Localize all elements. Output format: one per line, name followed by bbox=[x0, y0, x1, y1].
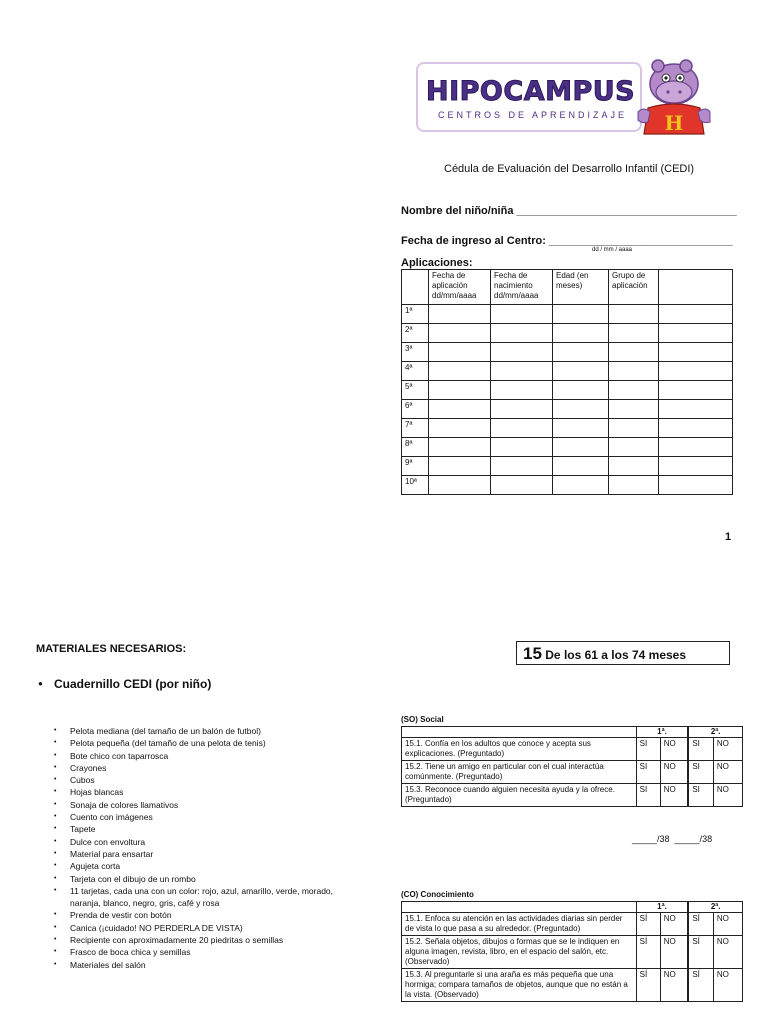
table-cell[interactable] bbox=[553, 381, 609, 400]
table-cell[interactable] bbox=[553, 362, 609, 381]
table-cell[interactable] bbox=[491, 438, 553, 457]
list-item: • Material para ensartar bbox=[70, 848, 333, 860]
header-cell bbox=[659, 270, 733, 305]
no-option[interactable]: NO bbox=[713, 761, 742, 784]
materials-main-item: ● Cuadernillo CEDI (por niño) bbox=[54, 677, 211, 691]
table-cell[interactable] bbox=[659, 438, 733, 457]
list-item: • Tarjeta con el dibujo de un rombo bbox=[70, 873, 333, 885]
yes-option[interactable]: SÍ bbox=[636, 913, 660, 936]
table-cell[interactable] bbox=[659, 400, 733, 419]
table-row bbox=[402, 738, 743, 761]
table-cell[interactable] bbox=[491, 419, 553, 438]
row-label: 9ª bbox=[402, 457, 429, 476]
table-cell[interactable] bbox=[609, 362, 659, 381]
item-text: 15.3. Al preguntarle si una araña es más pequeña que una hormiga; compara tamaños de objetos, aunque que no están a la vista. (Observado) bbox=[402, 969, 637, 1002]
table-cell[interactable] bbox=[659, 343, 733, 362]
table-cell[interactable] bbox=[609, 457, 659, 476]
page-number: 1 bbox=[725, 531, 732, 543]
table-cell[interactable] bbox=[491, 400, 553, 419]
item-text: 15.2. Señala objetos, dibujos o formas que se le indiquen en alguna imagen, revista, libro, en el espacio del salón, etc. (Observado) bbox=[402, 936, 637, 969]
table-cell[interactable] bbox=[491, 343, 553, 362]
list-item: • Pelota pequeña (del tamaño de una pelota de tenis) bbox=[70, 737, 333, 749]
row-label: 10ª bbox=[402, 476, 429, 495]
table-cell[interactable] bbox=[609, 324, 659, 343]
table-cell[interactable] bbox=[429, 381, 491, 400]
list-item: • Prenda de vestir con botón bbox=[70, 909, 333, 921]
age-range-number: 15 bbox=[523, 644, 542, 663]
yes-option[interactable]: SÍ bbox=[688, 969, 713, 1002]
list-item: • Tapete bbox=[70, 823, 333, 835]
row-label: 7ª bbox=[402, 419, 429, 438]
header-cell: Edad (en meses) bbox=[553, 270, 609, 305]
no-option[interactable]: NO bbox=[713, 969, 742, 1002]
hippo-mascot-icon bbox=[630, 54, 716, 138]
table-cell[interactable] bbox=[659, 324, 733, 343]
row-label: 1ª bbox=[402, 305, 429, 324]
header-first-application: 1ª. bbox=[636, 727, 688, 738]
table-row bbox=[402, 476, 733, 495]
table-cell[interactable] bbox=[429, 457, 491, 476]
materials-list bbox=[70, 725, 333, 971]
list-item: • Agujeta corta bbox=[70, 860, 333, 872]
list-item: • 11 tarjetas, cada una con un color: rojo, azul, amarillo, verde, morado, bbox=[70, 885, 333, 897]
row-label: 8ª bbox=[402, 438, 429, 457]
social-section-title: (SO) Social bbox=[401, 715, 444, 724]
social-score-line[interactable]: _____/38 _____/38 bbox=[632, 834, 713, 844]
yes-option[interactable]: SI bbox=[636, 738, 660, 761]
header-second-application: 2ª. bbox=[688, 727, 742, 738]
table-cell[interactable] bbox=[429, 324, 491, 343]
table-cell[interactable] bbox=[429, 343, 491, 362]
header-cell bbox=[402, 727, 637, 738]
table-cell[interactable] bbox=[429, 400, 491, 419]
table-row bbox=[402, 400, 733, 419]
table-cell[interactable] bbox=[491, 305, 553, 324]
child-name-field[interactable]: Nombre del niño/niña ____________________________________ bbox=[401, 205, 737, 217]
table-cell[interactable] bbox=[429, 438, 491, 457]
header-cell bbox=[402, 902, 637, 913]
table-cell[interactable] bbox=[609, 438, 659, 457]
table-cell[interactable] bbox=[429, 362, 491, 381]
no-option[interactable]: NO bbox=[713, 738, 742, 761]
materials-title: MATERIALES NECESARIOS: bbox=[36, 643, 187, 655]
no-option[interactable]: NO bbox=[660, 738, 688, 761]
logo-subtitle: CENTROS DE APRENDIZAJE bbox=[438, 110, 628, 120]
header-first-application: 1ª. bbox=[636, 902, 688, 913]
list-item-continuation: naranja, blanco, negro, gris, café y rosa bbox=[70, 898, 220, 909]
no-option[interactable]: NO bbox=[713, 784, 742, 807]
list-item: • Cuento con imágenes bbox=[70, 811, 333, 823]
table-cell[interactable] bbox=[609, 305, 659, 324]
table-row bbox=[402, 343, 733, 362]
social-header-row bbox=[402, 727, 743, 738]
list-item: • Recipiente con aproximadamente 20 piedritas o semillas bbox=[70, 934, 333, 946]
table-cell[interactable] bbox=[429, 305, 491, 324]
table-cell[interactable] bbox=[609, 476, 659, 495]
table-cell[interactable] bbox=[659, 362, 733, 381]
table-cell[interactable] bbox=[553, 419, 609, 438]
table-cell[interactable] bbox=[659, 305, 733, 324]
knowledge-header-row bbox=[402, 902, 743, 913]
table-cell[interactable] bbox=[659, 476, 733, 495]
yes-option[interactable]: SÍ bbox=[688, 936, 713, 969]
no-option[interactable]: NO bbox=[660, 784, 688, 807]
table-row bbox=[402, 913, 743, 936]
no-option[interactable]: NO bbox=[660, 936, 688, 969]
table-cell[interactable] bbox=[491, 476, 553, 495]
list-item: • Hojas blancas bbox=[70, 786, 333, 798]
no-option[interactable]: NO bbox=[660, 969, 688, 1002]
row-label: 3ª bbox=[402, 343, 429, 362]
list-item: • Frasco de boca chica y semillas bbox=[70, 946, 333, 958]
no-option[interactable]: NO bbox=[660, 761, 688, 784]
table-cell[interactable] bbox=[429, 419, 491, 438]
item-text: 15.1. Enfoca su atención en las actividades diarias sin perder de vista lo que pasa a su alrededor. (Preguntado) bbox=[402, 913, 637, 936]
table-cell[interactable] bbox=[609, 381, 659, 400]
list-item: • Sonaja de colores llamativos bbox=[70, 799, 333, 811]
table-cell[interactable] bbox=[659, 419, 733, 438]
yes-option[interactable]: SI bbox=[688, 738, 713, 761]
table-cell[interactable] bbox=[553, 457, 609, 476]
applications-header-row bbox=[402, 270, 733, 305]
list-item: • Canica (¡cuidado! NO PERDERLA DE VISTA) bbox=[70, 922, 333, 934]
applications-title: Aplicaciones: bbox=[401, 257, 473, 269]
table-cell[interactable] bbox=[553, 476, 609, 495]
table-cell[interactable] bbox=[491, 457, 553, 476]
table-cell[interactable] bbox=[553, 400, 609, 419]
table-row bbox=[402, 969, 743, 1002]
no-option[interactable]: NO bbox=[660, 913, 688, 936]
table-cell[interactable] bbox=[491, 324, 553, 343]
list-item: • Pelota mediana (del tamaño de un balón de futbol) bbox=[70, 725, 333, 737]
no-option[interactable]: NO bbox=[713, 913, 742, 936]
row-label: 5ª bbox=[402, 381, 429, 400]
knowledge-section-title: (CO) Conocimiento bbox=[401, 890, 474, 899]
table-cell[interactable] bbox=[609, 343, 659, 362]
header-second-application: 2ª. bbox=[688, 902, 742, 913]
knowledge-table bbox=[401, 901, 743, 1002]
row-label: 6ª bbox=[402, 400, 429, 419]
table-cell[interactable] bbox=[491, 362, 553, 381]
date-format-hint: dd / mm / aaaa bbox=[592, 247, 633, 253]
table-row bbox=[402, 936, 743, 969]
list-item: • Crayones bbox=[70, 762, 333, 774]
yes-option[interactable]: SÍ bbox=[636, 936, 660, 969]
table-cell[interactable] bbox=[609, 400, 659, 419]
table-cell[interactable] bbox=[553, 343, 609, 362]
table-cell[interactable] bbox=[491, 381, 553, 400]
table-cell[interactable] bbox=[429, 476, 491, 495]
list-item: • Dulce con envoltura bbox=[70, 836, 333, 848]
age-range-text: De los 61 a los 74 meses bbox=[545, 648, 687, 662]
table-cell[interactable] bbox=[609, 419, 659, 438]
header-cell: Grupo de aplicación bbox=[609, 270, 659, 305]
table-cell[interactable] bbox=[553, 438, 609, 457]
table-row bbox=[402, 438, 733, 457]
table-cell[interactable] bbox=[659, 457, 733, 476]
yes-option[interactable]: SÍ bbox=[636, 969, 660, 1002]
table-row bbox=[402, 457, 733, 476]
item-text: 15.1. Confía en los adultos que conoce y acepta sus explicaciones. (Preguntado) bbox=[402, 738, 637, 761]
list-item: • Cubos bbox=[70, 774, 333, 786]
table-row bbox=[402, 305, 733, 324]
document-title: Cédula de Evaluación del Desarrollo Infantil (CEDI) bbox=[444, 163, 695, 175]
applications-table bbox=[401, 269, 733, 495]
table-row bbox=[402, 761, 743, 784]
table-cell[interactable] bbox=[553, 324, 609, 343]
hipocampus-logo bbox=[416, 62, 716, 134]
table-row bbox=[402, 784, 743, 807]
header-cell: Fecha de nacimiento dd/mm/aaaa bbox=[491, 270, 553, 305]
list-item: • Materiales del salón bbox=[70, 959, 333, 971]
logo-brand-text: HIPOCAMPUS bbox=[426, 76, 636, 107]
social-table bbox=[401, 726, 743, 807]
row-label: 2ª bbox=[402, 324, 429, 343]
age-range-box bbox=[516, 641, 730, 665]
table-cell[interactable] bbox=[553, 305, 609, 324]
yes-option[interactable]: SI bbox=[688, 784, 713, 807]
header-cell bbox=[402, 270, 429, 305]
item-text: 15.2. Tiene un amigo en particular con el cual interactúa comúnmente. (Preguntado) bbox=[402, 761, 637, 784]
item-text: 15.3. Reconoce cuando alguien necesita ayuda y la ofrece. (Preguntado) bbox=[402, 784, 637, 807]
row-label: 4ª bbox=[402, 362, 429, 381]
table-row bbox=[402, 324, 733, 343]
table-row bbox=[402, 381, 733, 400]
yes-option[interactable]: SÍ bbox=[688, 913, 713, 936]
table-row bbox=[402, 419, 733, 438]
yes-option[interactable]: SI bbox=[688, 761, 713, 784]
yes-option[interactable]: SI bbox=[636, 761, 660, 784]
entry-date-field[interactable]: Fecha de ingreso al Centro: ______________________________ bbox=[401, 235, 733, 247]
no-option[interactable]: NO bbox=[713, 936, 742, 969]
list-item: • Bote chico con taparrosca bbox=[70, 750, 333, 762]
table-cell[interactable] bbox=[659, 381, 733, 400]
header-cell: Fecha de aplicación dd/mm/aaaa bbox=[429, 270, 491, 305]
table-row bbox=[402, 362, 733, 381]
logo-badge-letter: H bbox=[664, 111, 684, 135]
yes-option[interactable]: SI bbox=[636, 784, 660, 807]
